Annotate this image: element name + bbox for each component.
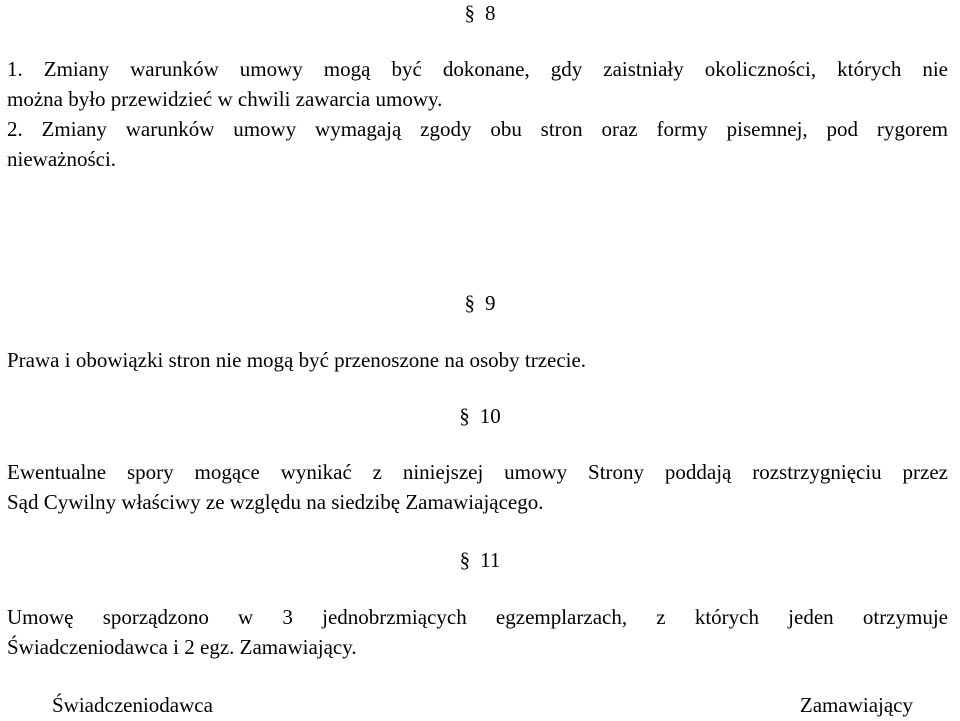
section-11-line-2: Świadczeniodawca i 2 egz. Zamawiający. xyxy=(7,635,357,659)
section-number: 9 xyxy=(485,291,496,315)
section-number: 8 xyxy=(485,1,496,25)
section-sign: § xyxy=(459,548,471,572)
section-sign: § xyxy=(464,291,475,315)
section-10-heading xyxy=(0,403,960,429)
section-sign: § xyxy=(464,1,475,25)
section-10-line-2: Sąd Cywilny właściwy ze względu na siedzibę Zamawiającego. xyxy=(7,490,544,514)
section-number: 10 xyxy=(479,404,501,428)
section-8-line-4: nieważności. xyxy=(7,147,117,171)
section-8-line-2: można było przewidzieć w chwili zawarcia umowy. xyxy=(7,87,443,111)
section-9-heading xyxy=(0,290,960,316)
section-8-line-1: 1. Zmiany warunków umowy mogą być dokonane, gdy zaistniały okoliczności, których nie xyxy=(7,57,948,81)
signature-left: Świadczeniodawca xyxy=(52,693,213,717)
section-10-line-1: Ewentualne spory mogące wynikać z niniejszej umowy Strony poddają rozstrzygnięciu przez xyxy=(7,460,948,484)
section-11-line-1: Umowę sporządzono w 3 jednobrzmiących egzemplarzach, z których jeden otrzymuje xyxy=(7,605,948,629)
section-sign: § xyxy=(459,404,470,428)
section-9-line-1: Prawa i obowiązki stron nie mogą być przenoszone na osoby trzecie. xyxy=(7,348,587,372)
section-8-heading xyxy=(0,0,960,26)
section-11-heading xyxy=(0,547,960,573)
section-8-line-3: 2. Zmiany warunków umowy wymagają zgody obu stron oraz formy pisemnej, pod rygorem xyxy=(7,117,948,141)
section-number: 11 xyxy=(480,548,501,572)
signature-right: Zamawiający xyxy=(799,693,913,717)
